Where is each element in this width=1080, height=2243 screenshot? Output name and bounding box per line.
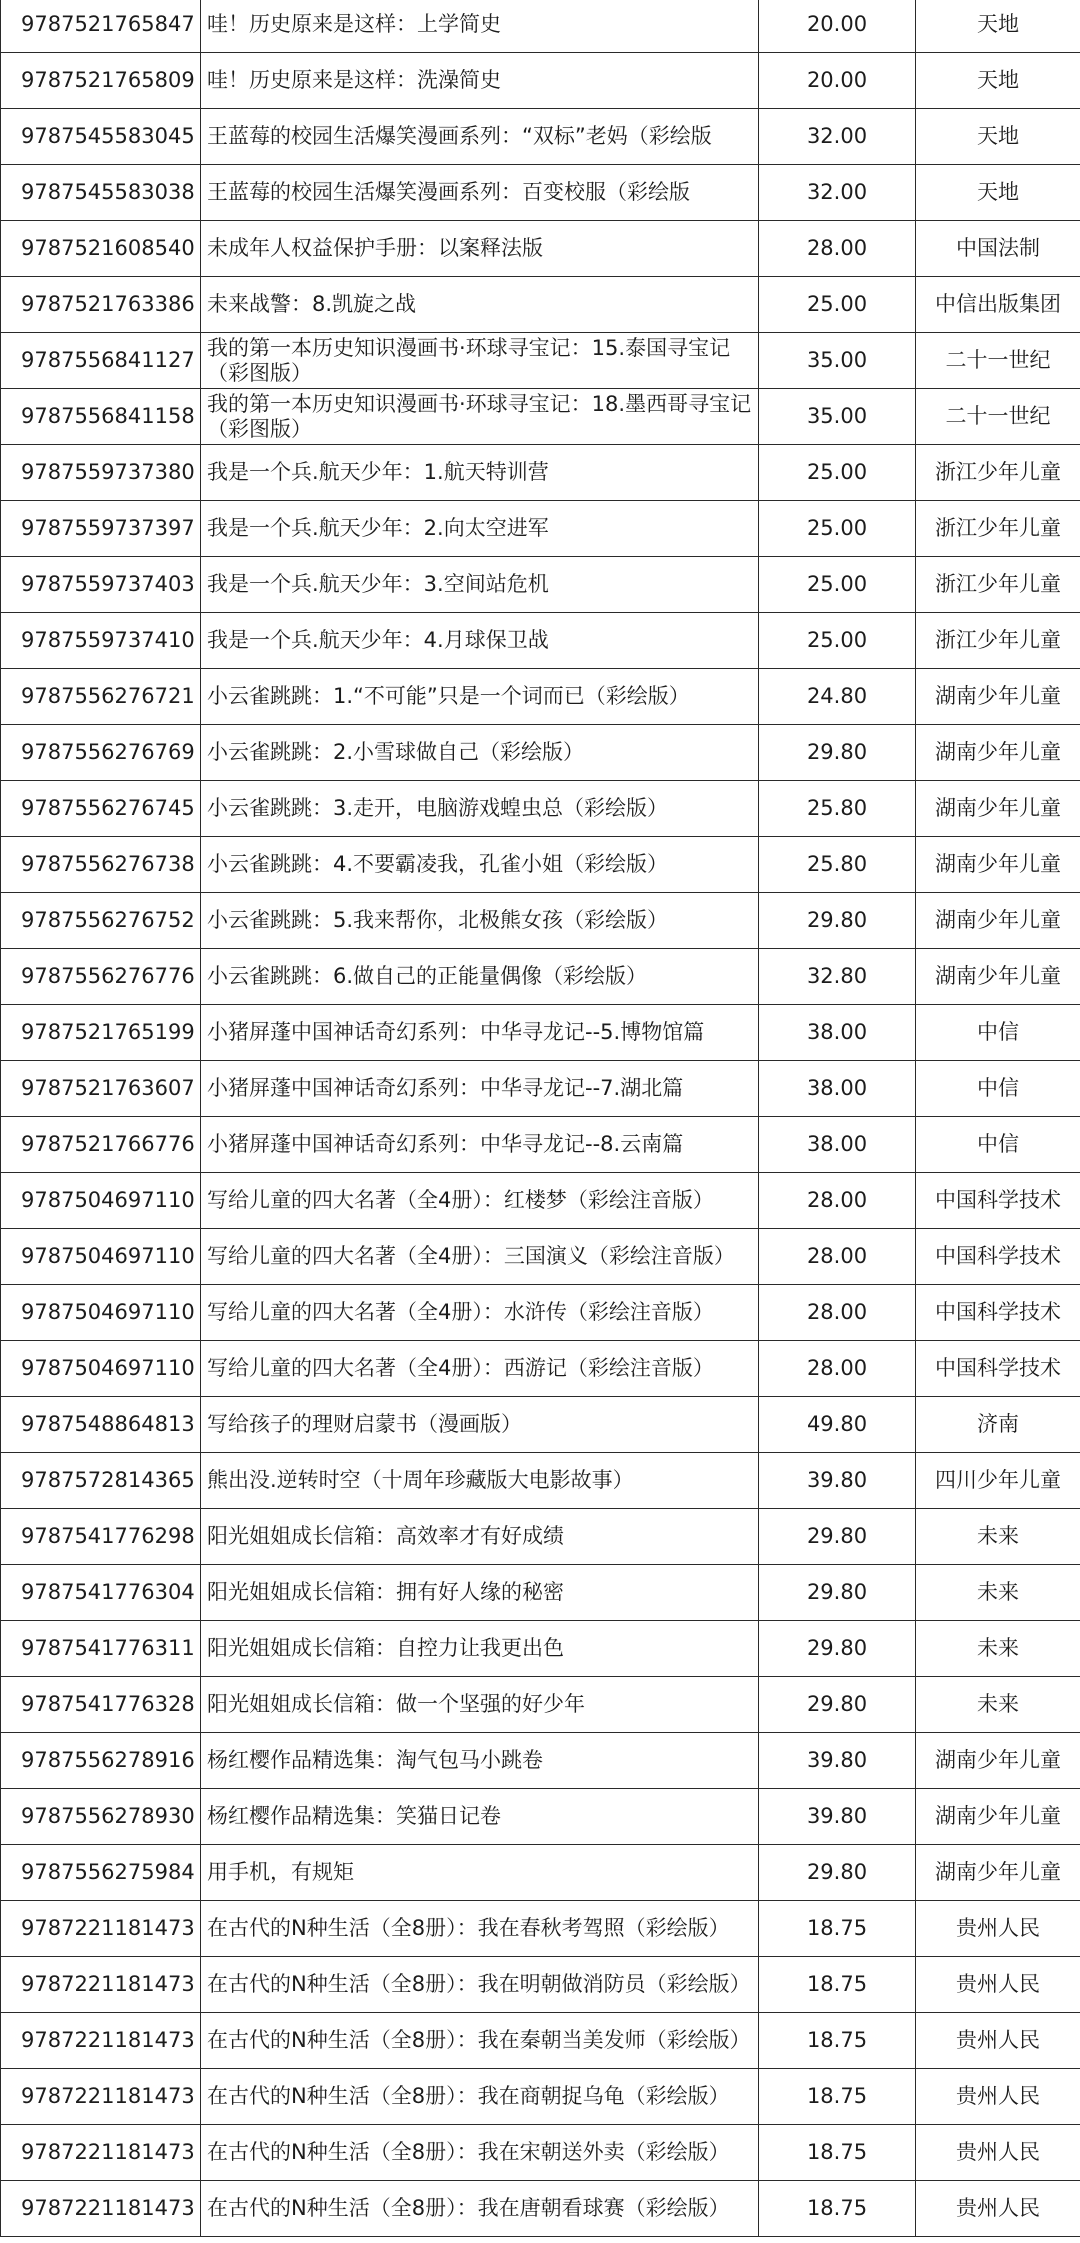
title-cell: 我是一个兵.航天少年：4.月球保卫战 <box>201 613 759 669</box>
publisher-cell: 贵州人民 <box>916 1901 1080 1957</box>
table-row <box>1 613 1080 669</box>
isbn-cell: 9787541776304 <box>1 1565 201 1621</box>
price-cell: 38.00 <box>759 1117 916 1173</box>
publisher-cell: 中信 <box>916 1117 1080 1173</box>
table-row <box>1 725 1080 781</box>
publisher-cell: 湖南少年儿童 <box>916 725 1080 781</box>
title-cell: 小云雀跳跳：4.不要霸凌我，孔雀小姐（彩绘版） <box>201 837 759 893</box>
table-row <box>1 1733 1080 1789</box>
title-cell: 写给孩子的理财启蒙书（漫画版） <box>201 1397 759 1453</box>
table-row <box>1 1061 1080 1117</box>
title-cell: 写给儿童的四大名著（全4册）：红楼梦（彩绘注音版） <box>201 1173 759 1229</box>
isbn-cell: 9787221181473 <box>1 2013 201 2069</box>
isbn-cell: 9787221181473 <box>1 1957 201 2013</box>
table-row <box>1 669 1080 725</box>
title-cell: 在古代的N种生活（全8册）：我在宋朝送外卖（彩绘版） <box>201 2125 759 2181</box>
price-cell: 25.00 <box>759 277 916 333</box>
isbn-cell: 9787556276738 <box>1 837 201 893</box>
price-cell: 25.00 <box>759 613 916 669</box>
publisher-cell: 中国法制 <box>916 221 1080 277</box>
title-cell: 在古代的N种生活（全8册）：我在商朝捉乌龟（彩绘版） <box>201 2069 759 2125</box>
isbn-cell: 9787521763386 <box>1 277 201 333</box>
table-row <box>1 1565 1080 1621</box>
title-cell: 阳光姐姐成长信箱：自控力让我更出色 <box>201 1621 759 1677</box>
publisher-cell: 未来 <box>916 1677 1080 1733</box>
isbn-cell: 9787559737403 <box>1 557 201 613</box>
publisher-cell: 贵州人民 <box>916 2181 1080 2237</box>
table-row <box>1 1509 1080 1565</box>
isbn-cell: 9787559737397 <box>1 501 201 557</box>
price-cell: 39.80 <box>759 1733 916 1789</box>
publisher-cell: 中信 <box>916 1005 1080 1061</box>
table-row <box>1 1173 1080 1229</box>
title-cell: 小云雀跳跳：1.“不可能”只是一个词而已（彩绘版） <box>201 669 759 725</box>
price-cell: 29.80 <box>759 893 916 949</box>
table-row <box>1 949 1080 1005</box>
price-cell: 28.00 <box>759 1229 916 1285</box>
price-cell: 28.00 <box>759 221 916 277</box>
publisher-cell: 未来 <box>916 1565 1080 1621</box>
publisher-cell: 湖南少年儿童 <box>916 1789 1080 1845</box>
price-cell: 39.80 <box>759 1789 916 1845</box>
publisher-cell: 济南 <box>916 1397 1080 1453</box>
title-cell: 哇！历史原来是这样：上学简史 <box>201 0 759 53</box>
title-cell: 我是一个兵.航天少年：3.空间站危机 <box>201 557 759 613</box>
title-cell: 在古代的N种生活（全8册）：我在唐朝看球赛（彩绘版） <box>201 2181 759 2237</box>
price-cell: 18.75 <box>759 2013 916 2069</box>
publisher-cell: 湖南少年儿童 <box>916 1733 1080 1789</box>
publisher-cell: 浙江少年儿童 <box>916 445 1080 501</box>
title-cell: 写给儿童的四大名著（全4册）：西游记（彩绘注音版） <box>201 1341 759 1397</box>
table-row <box>1 1677 1080 1733</box>
table-row <box>1 2013 1080 2069</box>
price-cell: 49.80 <box>759 1397 916 1453</box>
publisher-cell: 浙江少年儿童 <box>916 613 1080 669</box>
price-cell: 20.00 <box>759 53 916 109</box>
isbn-cell: 9787504697110 <box>1 1173 201 1229</box>
isbn-cell: 9787572814365 <box>1 1453 201 1509</box>
price-cell: 32.00 <box>759 165 916 221</box>
isbn-cell: 9787556276721 <box>1 669 201 725</box>
price-cell: 32.00 <box>759 109 916 165</box>
publisher-cell: 浙江少年儿童 <box>916 557 1080 613</box>
price-cell: 28.00 <box>759 1285 916 1341</box>
price-cell: 18.75 <box>759 1901 916 1957</box>
isbn-cell: 9787221181473 <box>1 1901 201 1957</box>
price-cell: 28.00 <box>759 1173 916 1229</box>
publisher-cell: 天地 <box>916 0 1080 53</box>
title-cell: 写给儿童的四大名著（全4册）：水浒传（彩绘注音版） <box>201 1285 759 1341</box>
publisher-cell: 贵州人民 <box>916 2125 1080 2181</box>
table-row <box>1 837 1080 893</box>
price-cell: 25.80 <box>759 837 916 893</box>
price-cell: 25.80 <box>759 781 916 837</box>
title-cell: 我是一个兵.航天少年：1.航天特训营 <box>201 445 759 501</box>
title-cell: 小猪屏蓬中国神话奇幻系列：中华寻龙记--8.云南篇 <box>201 1117 759 1173</box>
table-row <box>1 1397 1080 1453</box>
price-cell: 25.00 <box>759 445 916 501</box>
price-cell: 18.75 <box>759 2181 916 2237</box>
price-cell: 35.00 <box>759 389 916 445</box>
publisher-cell: 天地 <box>916 109 1080 165</box>
isbn-cell: 9787556841158 <box>1 389 201 445</box>
table-row <box>1 1845 1080 1901</box>
publisher-cell: 天地 <box>916 165 1080 221</box>
publisher-cell: 中国科学技术 <box>916 1341 1080 1397</box>
publisher-cell: 未来 <box>916 1621 1080 1677</box>
table-row <box>1 1453 1080 1509</box>
publisher-cell: 湖南少年儿童 <box>916 1845 1080 1901</box>
title-cell: 小猪屏蓬中国神话奇幻系列：中华寻龙记--7.湖北篇 <box>201 1061 759 1117</box>
isbn-cell: 9787556276752 <box>1 893 201 949</box>
table-row <box>1 109 1080 165</box>
price-cell: 29.80 <box>759 1845 916 1901</box>
isbn-cell: 9787521763607 <box>1 1061 201 1117</box>
price-cell: 24.80 <box>759 669 916 725</box>
price-cell: 38.00 <box>759 1005 916 1061</box>
price-cell: 20.00 <box>759 0 916 53</box>
title-cell: 未成年人权益保护手册：以案释法版 <box>201 221 759 277</box>
publisher-cell: 湖南少年儿童 <box>916 837 1080 893</box>
title-cell: 哇！历史原来是这样：洗澡简史 <box>201 53 759 109</box>
price-cell: 28.00 <box>759 1341 916 1397</box>
publisher-cell: 湖南少年儿童 <box>916 781 1080 837</box>
title-cell: 小猪屏蓬中国神话奇幻系列：中华寻龙记--5.博物馆篇 <box>201 1005 759 1061</box>
isbn-cell: 9787556841127 <box>1 333 201 389</box>
table-row <box>1 1117 1080 1173</box>
price-cell: 29.80 <box>759 1509 916 1565</box>
isbn-cell: 9787559737380 <box>1 445 201 501</box>
publisher-cell: 四川少年儿童 <box>916 1453 1080 1509</box>
price-cell: 25.00 <box>759 501 916 557</box>
table-row <box>1 501 1080 557</box>
title-cell: 王蓝莓的校园生活爆笑漫画系列：“双标”老妈（彩绘版 <box>201 109 759 165</box>
publisher-cell: 中国科学技术 <box>916 1285 1080 1341</box>
isbn-cell: 9787541776311 <box>1 1621 201 1677</box>
title-cell: 阳光姐姐成长信箱：拥有好人缘的秘密 <box>201 1565 759 1621</box>
price-cell: 18.75 <box>759 2069 916 2125</box>
title-cell: 王蓝莓的校园生活爆笑漫画系列：百变校服（彩绘版 <box>201 165 759 221</box>
isbn-cell: 9787504697110 <box>1 1285 201 1341</box>
price-cell: 25.00 <box>759 557 916 613</box>
isbn-cell: 9787556278916 <box>1 1733 201 1789</box>
isbn-cell: 9787548864813 <box>1 1397 201 1453</box>
publisher-cell: 未来 <box>916 1509 1080 1565</box>
title-cell: 在古代的N种生活（全8册）：我在秦朝当美发师（彩绘版） <box>201 2013 759 2069</box>
title-cell: 我的第一本历史知识漫画书·环球寻宝记：18.墨西哥寻宝记 （彩图版） <box>201 389 759 445</box>
price-cell: 18.75 <box>759 1957 916 2013</box>
price-cell: 35.00 <box>759 333 916 389</box>
table-row <box>1 781 1080 837</box>
isbn-cell: 9787521765809 <box>1 53 201 109</box>
title-cell: 小云雀跳跳：2.小雪球做自己（彩绘版） <box>201 725 759 781</box>
table-row <box>1 2125 1080 2181</box>
isbn-cell: 9787556276745 <box>1 781 201 837</box>
title-cell: 我是一个兵.航天少年：2.向太空进军 <box>201 501 759 557</box>
publisher-cell: 浙江少年儿童 <box>916 501 1080 557</box>
title-cell: 写给儿童的四大名著（全4册）：三国演义（彩绘注音版） <box>201 1229 759 1285</box>
title-cell: 未来战警：8.凯旋之战 <box>201 277 759 333</box>
publisher-cell: 天地 <box>916 53 1080 109</box>
title-cell: 用手机，有规矩 <box>201 1845 759 1901</box>
publisher-cell: 二十一世纪 <box>916 389 1080 445</box>
isbn-cell: 9787521766776 <box>1 1117 201 1173</box>
isbn-cell: 9787545583045 <box>1 109 201 165</box>
price-cell: 29.80 <box>759 1565 916 1621</box>
isbn-cell: 9787556276769 <box>1 725 201 781</box>
table-row <box>1 2069 1080 2125</box>
title-cell: 小云雀跳跳：6.做自己的正能量偶像（彩绘版） <box>201 949 759 1005</box>
table-row <box>1 445 1080 501</box>
isbn-cell: 9787521765847 <box>1 0 201 53</box>
publisher-cell: 中国科学技术 <box>916 1229 1080 1285</box>
title-cell: 阳光姐姐成长信箱：做一个坚强的好少年 <box>201 1677 759 1733</box>
table-row <box>1 1901 1080 1957</box>
isbn-cell: 9787541776298 <box>1 1509 201 1565</box>
title-cell: 小云雀跳跳：3.走开，电脑游戏蝗虫总（彩绘版） <box>201 781 759 837</box>
publisher-cell: 贵州人民 <box>916 1957 1080 2013</box>
table-row <box>1 389 1080 445</box>
isbn-cell: 9787556278930 <box>1 1789 201 1845</box>
isbn-cell: 9787559737410 <box>1 613 201 669</box>
price-cell: 29.80 <box>759 1621 916 1677</box>
title-cell: 杨红樱作品精选集：淘气包马小跳卷 <box>201 1733 759 1789</box>
table-row <box>1 1789 1080 1845</box>
price-cell: 18.75 <box>759 2125 916 2181</box>
price-cell: 29.80 <box>759 1677 916 1733</box>
table-row <box>1 277 1080 333</box>
table-row <box>1 0 1080 53</box>
price-cell: 39.80 <box>759 1453 916 1509</box>
isbn-cell: 9787521765199 <box>1 1005 201 1061</box>
table-row <box>1 1621 1080 1677</box>
price-cell: 38.00 <box>759 1061 916 1117</box>
table-row <box>1 1341 1080 1397</box>
publisher-cell: 贵州人民 <box>916 2069 1080 2125</box>
publisher-cell: 贵州人民 <box>916 2013 1080 2069</box>
publisher-cell: 湖南少年儿童 <box>916 669 1080 725</box>
table-row <box>1 1957 1080 2013</box>
table-row <box>1 1229 1080 1285</box>
isbn-cell: 9787504697110 <box>1 1341 201 1397</box>
isbn-cell: 9787545583038 <box>1 165 201 221</box>
table-row <box>1 333 1080 389</box>
book-list-body <box>1 0 1080 2237</box>
table-row <box>1 557 1080 613</box>
table-row <box>1 1285 1080 1341</box>
table-row <box>1 893 1080 949</box>
table-row <box>1 1005 1080 1061</box>
publisher-cell: 中信出版集团 <box>916 277 1080 333</box>
table-row <box>1 53 1080 109</box>
price-cell: 29.80 <box>759 725 916 781</box>
publisher-cell: 中国科学技术 <box>916 1173 1080 1229</box>
table-row <box>1 165 1080 221</box>
publisher-cell: 二十一世纪 <box>916 333 1080 389</box>
isbn-cell: 9787521608540 <box>1 221 201 277</box>
isbn-cell: 9787556275984 <box>1 1845 201 1901</box>
title-cell: 我的第一本历史知识漫画书·环球寻宝记：15.泰国寻宝记（彩图版） <box>201 333 759 389</box>
isbn-cell: 9787541776328 <box>1 1677 201 1733</box>
isbn-cell: 9787221181473 <box>1 2181 201 2237</box>
isbn-cell: 9787504697110 <box>1 1229 201 1285</box>
table-row <box>1 2181 1080 2237</box>
title-cell: 在古代的N种生活（全8册）：我在明朝做消防员（彩绘版） <box>201 1957 759 2013</box>
title-cell: 阳光姐姐成长信箱：高效率才有好成绩 <box>201 1509 759 1565</box>
price-cell: 32.80 <box>759 949 916 1005</box>
publisher-cell: 中信 <box>916 1061 1080 1117</box>
publisher-cell: 湖南少年儿童 <box>916 893 1080 949</box>
title-cell: 熊出没.逆转时空（十周年珍藏版大电影故事） <box>201 1453 759 1509</box>
title-cell: 在古代的N种生活（全8册）：我在春秋考驾照（彩绘版） <box>201 1901 759 1957</box>
publisher-cell: 湖南少年儿童 <box>916 949 1080 1005</box>
isbn-cell: 9787556276776 <box>1 949 201 1005</box>
isbn-cell: 9787221181473 <box>1 2069 201 2125</box>
isbn-cell: 9787221181473 <box>1 2125 201 2181</box>
title-cell: 小云雀跳跳：5.我来帮你，北极熊女孩（彩绘版） <box>201 893 759 949</box>
table-row <box>1 221 1080 277</box>
title-cell: 杨红樱作品精选集：笑猫日记卷 <box>201 1789 759 1845</box>
